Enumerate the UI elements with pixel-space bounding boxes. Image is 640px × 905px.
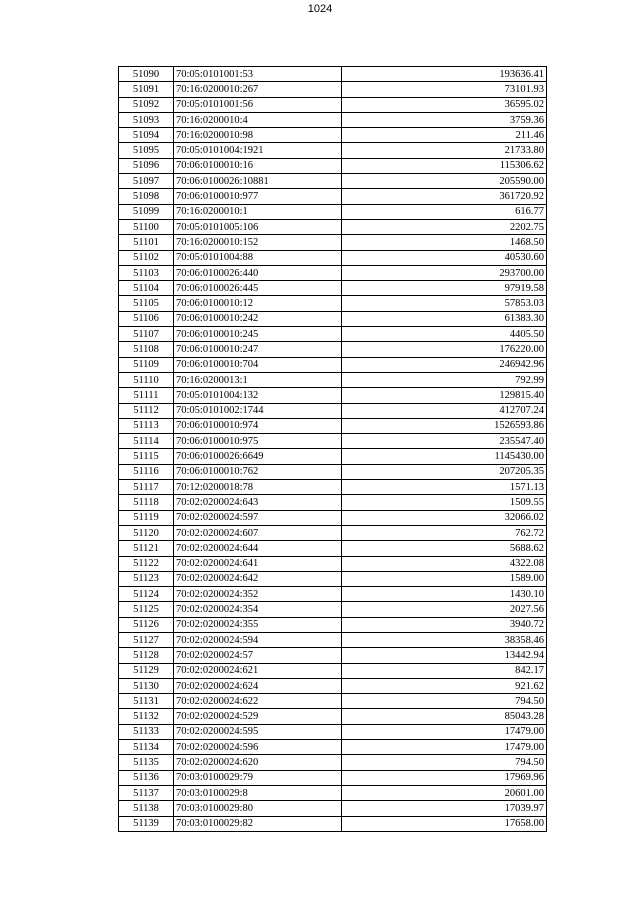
- cadastral-number-cell: 70:05:0101004:88: [174, 250, 342, 265]
- value-cell: 3759.36: [342, 112, 547, 127]
- cadastral-number-cell: 70:02:0200024:596: [174, 740, 342, 755]
- value-cell: 3940.72: [342, 617, 547, 632]
- cadastral-number-cell: 70:06:0100010:12: [174, 296, 342, 311]
- table-row: [119, 82, 547, 97]
- cadastral-number-cell: 70:16:0200013:1: [174, 372, 342, 387]
- value-cell: 205590.00: [342, 174, 547, 189]
- row-number-cell: 51135: [119, 755, 174, 770]
- cadastral-number-cell: 70:06:0100010:974: [174, 418, 342, 433]
- row-number-cell: 51120: [119, 525, 174, 540]
- table-row: [119, 755, 547, 770]
- cadastral-number-cell: 70:03:0100029:82: [174, 816, 342, 831]
- cadastral-number-cell: 70:03:0100029:79: [174, 770, 342, 785]
- table-row: [119, 694, 547, 709]
- row-number-cell: 51121: [119, 541, 174, 556]
- row-number-cell: 51109: [119, 357, 174, 372]
- row-number-cell: 51122: [119, 556, 174, 571]
- cadastral-number-cell: 70:02:0200024:597: [174, 510, 342, 525]
- value-cell: 2027.56: [342, 602, 547, 617]
- cadastral-number-cell: 70:06:0100010:977: [174, 189, 342, 204]
- row-number-cell: 51104: [119, 281, 174, 296]
- value-cell: 17479.00: [342, 740, 547, 755]
- table-row: [119, 724, 547, 739]
- cadastral-value-table: [118, 66, 547, 832]
- table-row: [119, 67, 547, 82]
- table-row: [119, 480, 547, 495]
- value-cell: 176220.00: [342, 342, 547, 357]
- table-row: [119, 434, 547, 449]
- table-row: [119, 678, 547, 693]
- row-number-cell: 51102: [119, 250, 174, 265]
- row-number-cell: 51105: [119, 296, 174, 311]
- table-row: [119, 495, 547, 510]
- value-cell: 85043.28: [342, 709, 547, 724]
- table-row: [119, 357, 547, 372]
- table-row: [119, 464, 547, 479]
- table-row: [119, 250, 547, 265]
- table-row: [119, 311, 547, 326]
- value-cell: 97919.58: [342, 281, 547, 296]
- cadastral-number-cell: 70:16:0200010:1: [174, 204, 342, 219]
- cadastral-number-cell: 70:02:0200024:607: [174, 525, 342, 540]
- value-cell: 1589.00: [342, 571, 547, 586]
- table-row: [119, 388, 547, 403]
- value-cell: 5688.62: [342, 541, 547, 556]
- row-number-cell: 51114: [119, 434, 174, 449]
- cadastral-number-cell: 70:02:0200024:642: [174, 571, 342, 586]
- row-number-cell: 51138: [119, 801, 174, 816]
- value-cell: 235547.40: [342, 434, 547, 449]
- cadastral-number-cell: 70:16:0200010:98: [174, 128, 342, 143]
- table-row: [119, 449, 547, 464]
- row-number-cell: 51118: [119, 495, 174, 510]
- table-row: [119, 510, 547, 525]
- value-cell: 17658.00: [342, 816, 547, 831]
- value-cell: 193636.41: [342, 67, 547, 82]
- value-cell: 921.62: [342, 678, 547, 693]
- row-number-cell: 51113: [119, 418, 174, 433]
- value-cell: 1430.10: [342, 587, 547, 602]
- cadastral-number-cell: 70:05:0101002:1744: [174, 403, 342, 418]
- value-cell: 36595.02: [342, 97, 547, 112]
- table-row: [119, 372, 547, 387]
- table-row: [119, 189, 547, 204]
- row-number-cell: 51097: [119, 174, 174, 189]
- row-number-cell: 51098: [119, 189, 174, 204]
- cadastral-number-cell: 70:06:0100010:247: [174, 342, 342, 357]
- row-number-cell: 51110: [119, 372, 174, 387]
- table-row: [119, 617, 547, 632]
- cadastral-number-cell: 70:05:0101001:56: [174, 97, 342, 112]
- table-row: [119, 602, 547, 617]
- value-cell: 4405.50: [342, 327, 547, 342]
- table-row: [119, 112, 547, 127]
- row-number-cell: 51126: [119, 617, 174, 632]
- cadastral-number-cell: 70:05:0101005:106: [174, 219, 342, 234]
- row-number-cell: 51107: [119, 327, 174, 342]
- table-row: [119, 265, 547, 280]
- value-cell: 17479.00: [342, 724, 547, 739]
- value-cell: 1571.13: [342, 480, 547, 495]
- row-number-cell: 51125: [119, 602, 174, 617]
- value-cell: 794.50: [342, 694, 547, 709]
- cadastral-number-cell: 70:02:0200024:354: [174, 602, 342, 617]
- cadastral-number-cell: 70:02:0200024:595: [174, 724, 342, 739]
- value-cell: 361720.92: [342, 189, 547, 204]
- table-row: [119, 587, 547, 602]
- cadastral-number-cell: 70:02:0200024:57: [174, 648, 342, 663]
- row-number-cell: 51111: [119, 388, 174, 403]
- value-cell: 13442.94: [342, 648, 547, 663]
- cadastral-number-cell: 70:02:0200024:594: [174, 632, 342, 647]
- table-row: [119, 556, 547, 571]
- cadastral-number-cell: 70:06:0100010:975: [174, 434, 342, 449]
- row-number-cell: 51108: [119, 342, 174, 357]
- value-cell: 17969.96: [342, 770, 547, 785]
- value-cell: 211.46: [342, 128, 547, 143]
- cadastral-number-cell: 70:02:0200024:355: [174, 617, 342, 632]
- cadastral-number-cell: 70:02:0200024:641: [174, 556, 342, 571]
- value-cell: 1509.55: [342, 495, 547, 510]
- value-cell: 1145430.00: [342, 449, 547, 464]
- table-row: [119, 158, 547, 173]
- table-row: [119, 342, 547, 357]
- cadastral-number-cell: 70:06:0100026:6649: [174, 449, 342, 464]
- table-row: [119, 632, 547, 647]
- value-cell: 21733.80: [342, 143, 547, 158]
- value-cell: 61383.30: [342, 311, 547, 326]
- cadastral-number-cell: 70:06:0100010:245: [174, 327, 342, 342]
- cadastral-number-cell: 70:02:0200024:620: [174, 755, 342, 770]
- table-row: [119, 97, 547, 112]
- table-body: [119, 67, 547, 832]
- row-number-cell: 51116: [119, 464, 174, 479]
- value-cell: 38358.46: [342, 632, 547, 647]
- table-row: [119, 281, 547, 296]
- cadastral-number-cell: 70:06:0100026:445: [174, 281, 342, 296]
- row-number-cell: 51131: [119, 694, 174, 709]
- value-cell: 794.50: [342, 755, 547, 770]
- row-number-cell: 51128: [119, 648, 174, 663]
- value-cell: 412707.24: [342, 403, 547, 418]
- value-cell: 20601.00: [342, 785, 547, 800]
- row-number-cell: 51093: [119, 112, 174, 127]
- row-number-cell: 51124: [119, 587, 174, 602]
- row-number-cell: 51129: [119, 663, 174, 678]
- table-row: [119, 143, 547, 158]
- value-cell: 1526593.86: [342, 418, 547, 433]
- value-cell: 792.99: [342, 372, 547, 387]
- row-number-cell: 51132: [119, 709, 174, 724]
- value-cell: 293700.00: [342, 265, 547, 280]
- cadastral-number-cell: 70:05:0101004:1921: [174, 143, 342, 158]
- cadastral-number-cell: 70:06:0100026:440: [174, 265, 342, 280]
- cadastral-number-cell: 70:16:0200010:152: [174, 235, 342, 250]
- row-number-cell: 51094: [119, 128, 174, 143]
- cadastral-number-cell: 70:05:0101004:132: [174, 388, 342, 403]
- cadastral-number-cell: 70:16:0200010:4: [174, 112, 342, 127]
- row-number-cell: 51119: [119, 510, 174, 525]
- cadastral-number-cell: 70:02:0200024:622: [174, 694, 342, 709]
- table-row: [119, 296, 547, 311]
- table-row: [119, 128, 547, 143]
- row-number-cell: 51115: [119, 449, 174, 464]
- cadastral-number-cell: 70:02:0200024:621: [174, 663, 342, 678]
- value-cell: 32066.02: [342, 510, 547, 525]
- table-row: [119, 770, 547, 785]
- row-number-cell: 51092: [119, 97, 174, 112]
- cadastral-number-cell: 70:02:0200024:624: [174, 678, 342, 693]
- table-row: [119, 801, 547, 816]
- value-cell: 4322.08: [342, 556, 547, 571]
- row-number-cell: 51123: [119, 571, 174, 586]
- cadastral-number-cell: 70:06:0100010:762: [174, 464, 342, 479]
- table-row: [119, 648, 547, 663]
- cadastral-number-cell: 70:12:0200018:78: [174, 480, 342, 495]
- cadastral-number-cell: 70:06:0100010:704: [174, 357, 342, 372]
- table-row: [119, 541, 547, 556]
- cadastral-number-cell: 70:06:0100010:242: [174, 311, 342, 326]
- table-row: [119, 418, 547, 433]
- row-number-cell: 51103: [119, 265, 174, 280]
- table-row: [119, 663, 547, 678]
- table-row: [119, 709, 547, 724]
- cadastral-number-cell: 70:02:0200024:644: [174, 541, 342, 556]
- table-row: [119, 571, 547, 586]
- table-row: [119, 235, 547, 250]
- cadastral-number-cell: 70:02:0200024:529: [174, 709, 342, 724]
- row-number-cell: 51090: [119, 67, 174, 82]
- cadastral-number-cell: 70:02:0200024:352: [174, 587, 342, 602]
- table-row: [119, 816, 547, 831]
- row-number-cell: 51096: [119, 158, 174, 173]
- cadastral-number-cell: 70:06:0100010:16: [174, 158, 342, 173]
- value-cell: 17039.97: [342, 801, 547, 816]
- row-number-cell: 51106: [119, 311, 174, 326]
- table-row: [119, 785, 547, 800]
- cadastral-number-cell: 70:03:0100029:80: [174, 801, 342, 816]
- value-cell: 73101.93: [342, 82, 547, 97]
- value-cell: 616.77: [342, 204, 547, 219]
- page-number: 1024: [307, 3, 333, 15]
- table-row: [119, 525, 547, 540]
- table-row: [119, 403, 547, 418]
- row-number-cell: 51133: [119, 724, 174, 739]
- cadastral-number-cell: 70:06:0100026:10881: [174, 174, 342, 189]
- row-number-cell: 51101: [119, 235, 174, 250]
- table-row: [119, 174, 547, 189]
- row-number-cell: 51139: [119, 816, 174, 831]
- cadastral-number-cell: 70:05:0101001:53: [174, 67, 342, 82]
- value-cell: 762.72: [342, 525, 547, 540]
- value-cell: 57853.03: [342, 296, 547, 311]
- value-cell: 1468.50: [342, 235, 547, 250]
- value-cell: 129815.40: [342, 388, 547, 403]
- table-row: [119, 219, 547, 234]
- table-row: [119, 740, 547, 755]
- row-number-cell: 51137: [119, 785, 174, 800]
- table-row: [119, 327, 547, 342]
- table-row: [119, 204, 547, 219]
- cadastral-number-cell: 70:03:0100029:8: [174, 785, 342, 800]
- row-number-cell: 51112: [119, 403, 174, 418]
- value-cell: 2202.75: [342, 219, 547, 234]
- row-number-cell: 51099: [119, 204, 174, 219]
- row-number-cell: 51130: [119, 678, 174, 693]
- value-cell: 207205.35: [342, 464, 547, 479]
- row-number-cell: 51117: [119, 480, 174, 495]
- row-number-cell: 51134: [119, 740, 174, 755]
- value-cell: 842.17: [342, 663, 547, 678]
- row-number-cell: 51091: [119, 82, 174, 97]
- cadastral-number-cell: 70:02:0200024:643: [174, 495, 342, 510]
- row-number-cell: 51095: [119, 143, 174, 158]
- row-number-cell: 51100: [119, 219, 174, 234]
- cadastral-number-cell: 70:16:0200010:267: [174, 82, 342, 97]
- value-cell: 40530.60: [342, 250, 547, 265]
- value-cell: 115306.62: [342, 158, 547, 173]
- row-number-cell: 51127: [119, 632, 174, 647]
- value-cell: 246942.96: [342, 357, 547, 372]
- row-number-cell: 51136: [119, 770, 174, 785]
